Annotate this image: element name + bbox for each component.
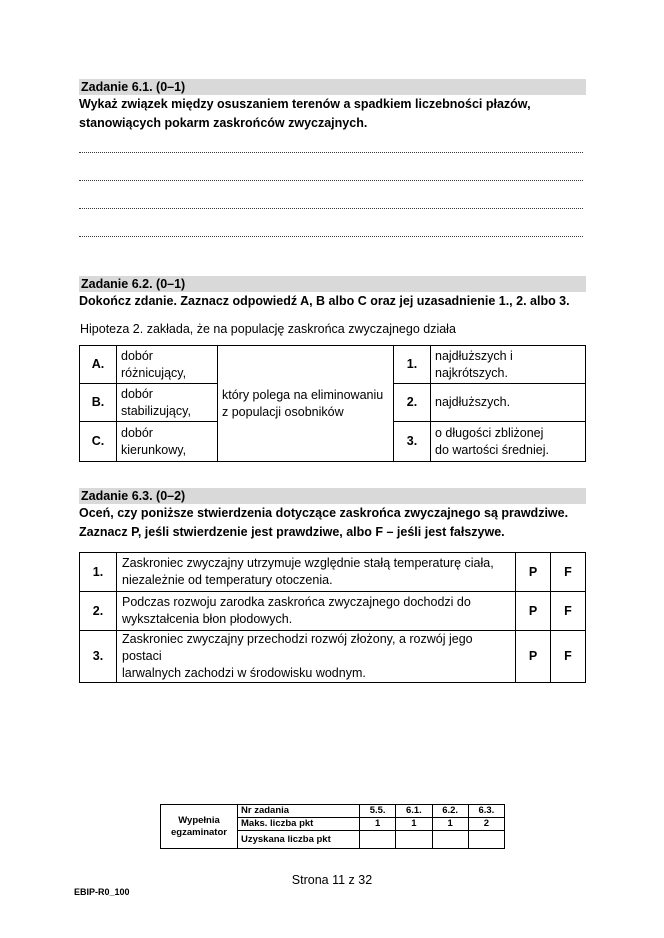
- max-points-row-label: Maks. liczba pkt: [238, 818, 360, 831]
- reason-1-label[interactable]: 1.: [394, 346, 431, 384]
- reason-2-text: [431, 384, 586, 422]
- option-c-text: [117, 422, 218, 462]
- reason-2-line1: najdłuższych.: [435, 395, 511, 409]
- task-6-3-header: Zadanie 6.3. (0–2): [79, 488, 586, 504]
- statement-3-true-option[interactable]: P: [516, 631, 551, 683]
- examiner-side-label-line1: Wypełnia: [178, 814, 220, 826]
- statement-2-false-option[interactable]: F: [551, 592, 586, 631]
- reason-3-line1: o długości zbliżonej: [435, 425, 544, 440]
- task-number-cell: 6.1.: [396, 805, 432, 818]
- task-6-1-instruction-line2: stanowiących pokarm zaskrońców zwyczajnych.: [79, 116, 368, 130]
- max-points-cell: 1: [360, 818, 396, 831]
- answer-line-2[interactable]: [79, 180, 583, 182]
- statement-2-number: 2.: [80, 592, 117, 631]
- answer-line-4[interactable]: [79, 236, 583, 238]
- task-number-cell: 6.3.: [468, 805, 504, 818]
- reason-3-line2: do wartości średniej.: [435, 442, 549, 457]
- task-6-1-instruction: [79, 95, 589, 133]
- option-b-label[interactable]: B.: [80, 384, 117, 422]
- task-number-cell: 5.5.: [360, 805, 396, 818]
- reason-1-line1: najdłuższych i najkrótszych.: [435, 348, 513, 380]
- task-6-3-instruction-line1: Oceń, czy poniższe stwierdzenia dotyczące zaskrońca zwyczajnego są prawdziwe.: [79, 506, 569, 520]
- statement-1-line2: niezależnie od temperatury otoczenia.: [122, 573, 333, 587]
- statement-1-text: [117, 553, 516, 592]
- document-code: EBIP-R0_100: [74, 887, 130, 897]
- reason-3-label[interactable]: 3.: [394, 422, 431, 462]
- task-number-row-label: Nr zadania: [238, 805, 360, 818]
- middle-clause: [218, 346, 394, 462]
- option-a-label[interactable]: A.: [80, 346, 117, 384]
- statement-2-text: [117, 592, 516, 631]
- statement-3-line2: larwalnych zachodzi w środowisku wodnym.: [122, 666, 366, 680]
- reason-2-label[interactable]: 2.: [394, 384, 431, 422]
- max-points-cell: 1: [432, 818, 468, 831]
- max-points-cell: 1: [396, 818, 432, 831]
- task-6-2-header: Zadanie 6.2. (0–1): [79, 276, 586, 292]
- scored-points-row-label: Uzyskana liczba pkt: [238, 831, 360, 849]
- option-b-line2: stabilizujący,: [121, 403, 191, 418]
- reason-3-text: [431, 422, 586, 462]
- task-number-cell: 6.2.: [432, 805, 468, 818]
- middle-clause-line1: który polega na eliminowaniu: [222, 387, 384, 402]
- task-6-2-answer-table: [79, 345, 586, 462]
- statement-3-line1: Zaskroniec zwyczajny przechodzi rozwój złożony, a rozwój jego postaci: [122, 632, 473, 663]
- option-c-line1: dobór: [121, 425, 153, 440]
- task-6-2-instruction: Dokończ zdanie. Zaznacz odpowiedź A, B albo C oraz jej uzasadnienie 1., 2. albo 3.: [79, 294, 570, 308]
- statement-1-false-option[interactable]: F: [551, 553, 586, 592]
- statement-1-number: 1.: [80, 553, 117, 592]
- examiner-side-label-line2: egzaminator: [171, 826, 227, 838]
- scored-points-cell[interactable]: [432, 831, 468, 849]
- statement-1-true-option[interactable]: P: [516, 553, 551, 592]
- option-b-line1: dobór: [121, 386, 153, 401]
- reason-1-text: [431, 346, 586, 384]
- scored-points-cell[interactable]: [468, 831, 504, 849]
- answer-line-1[interactable]: [79, 152, 583, 154]
- examiner-score-table: [160, 804, 505, 849]
- middle-clause-line2: z populacji osobników: [222, 404, 344, 419]
- statement-2-true-option[interactable]: P: [516, 592, 551, 631]
- option-a-text: [117, 346, 218, 384]
- examiner-side-label: [161, 805, 238, 849]
- statement-3-false-option[interactable]: F: [551, 631, 586, 683]
- task-6-3-instruction: [79, 504, 589, 542]
- statement-2-line1: Podczas rozwoju zarodka zaskrońca zwyczajnego dochodzi do: [122, 595, 471, 609]
- statement-1-line1: Zaskroniec zwyczajny utrzymuje względnie stałą temperaturę ciała,: [122, 556, 494, 570]
- statement-2-line2: wykształcenia błon płodowych.: [122, 612, 293, 626]
- option-c-line2: kierunkowy,: [121, 442, 187, 457]
- page-number: Strona 11 z 32: [291, 873, 373, 887]
- scored-points-cell[interactable]: [396, 831, 432, 849]
- task-6-1-header: Zadanie 6.1. (0–1): [79, 79, 586, 95]
- max-points-cell: 2: [468, 818, 504, 831]
- task-6-2-stem: Hipoteza 2. zakłada, że na populację zaskrońca zwyczajnego działa: [80, 322, 456, 336]
- task-6-3-statements-table: [79, 552, 586, 683]
- option-a-line1: dobór: [121, 348, 153, 363]
- task-6-3-instruction-line2: Zaznacz P, jeśli stwierdzenie jest prawdziwe, albo F – jeśli jest fałszywe.: [79, 525, 505, 539]
- answer-line-3[interactable]: [79, 208, 583, 210]
- scored-points-cell[interactable]: [360, 831, 396, 849]
- statement-3-text: [117, 631, 516, 683]
- option-a-line2: różnicujący,: [121, 365, 187, 380]
- option-b-text: [117, 384, 218, 422]
- option-c-label[interactable]: C.: [80, 422, 117, 462]
- task-6-1-instruction-line1: Wykaż związek między osuszaniem terenów a spadkiem liczebności płazów,: [79, 97, 531, 111]
- statement-3-number: 3.: [80, 631, 117, 683]
